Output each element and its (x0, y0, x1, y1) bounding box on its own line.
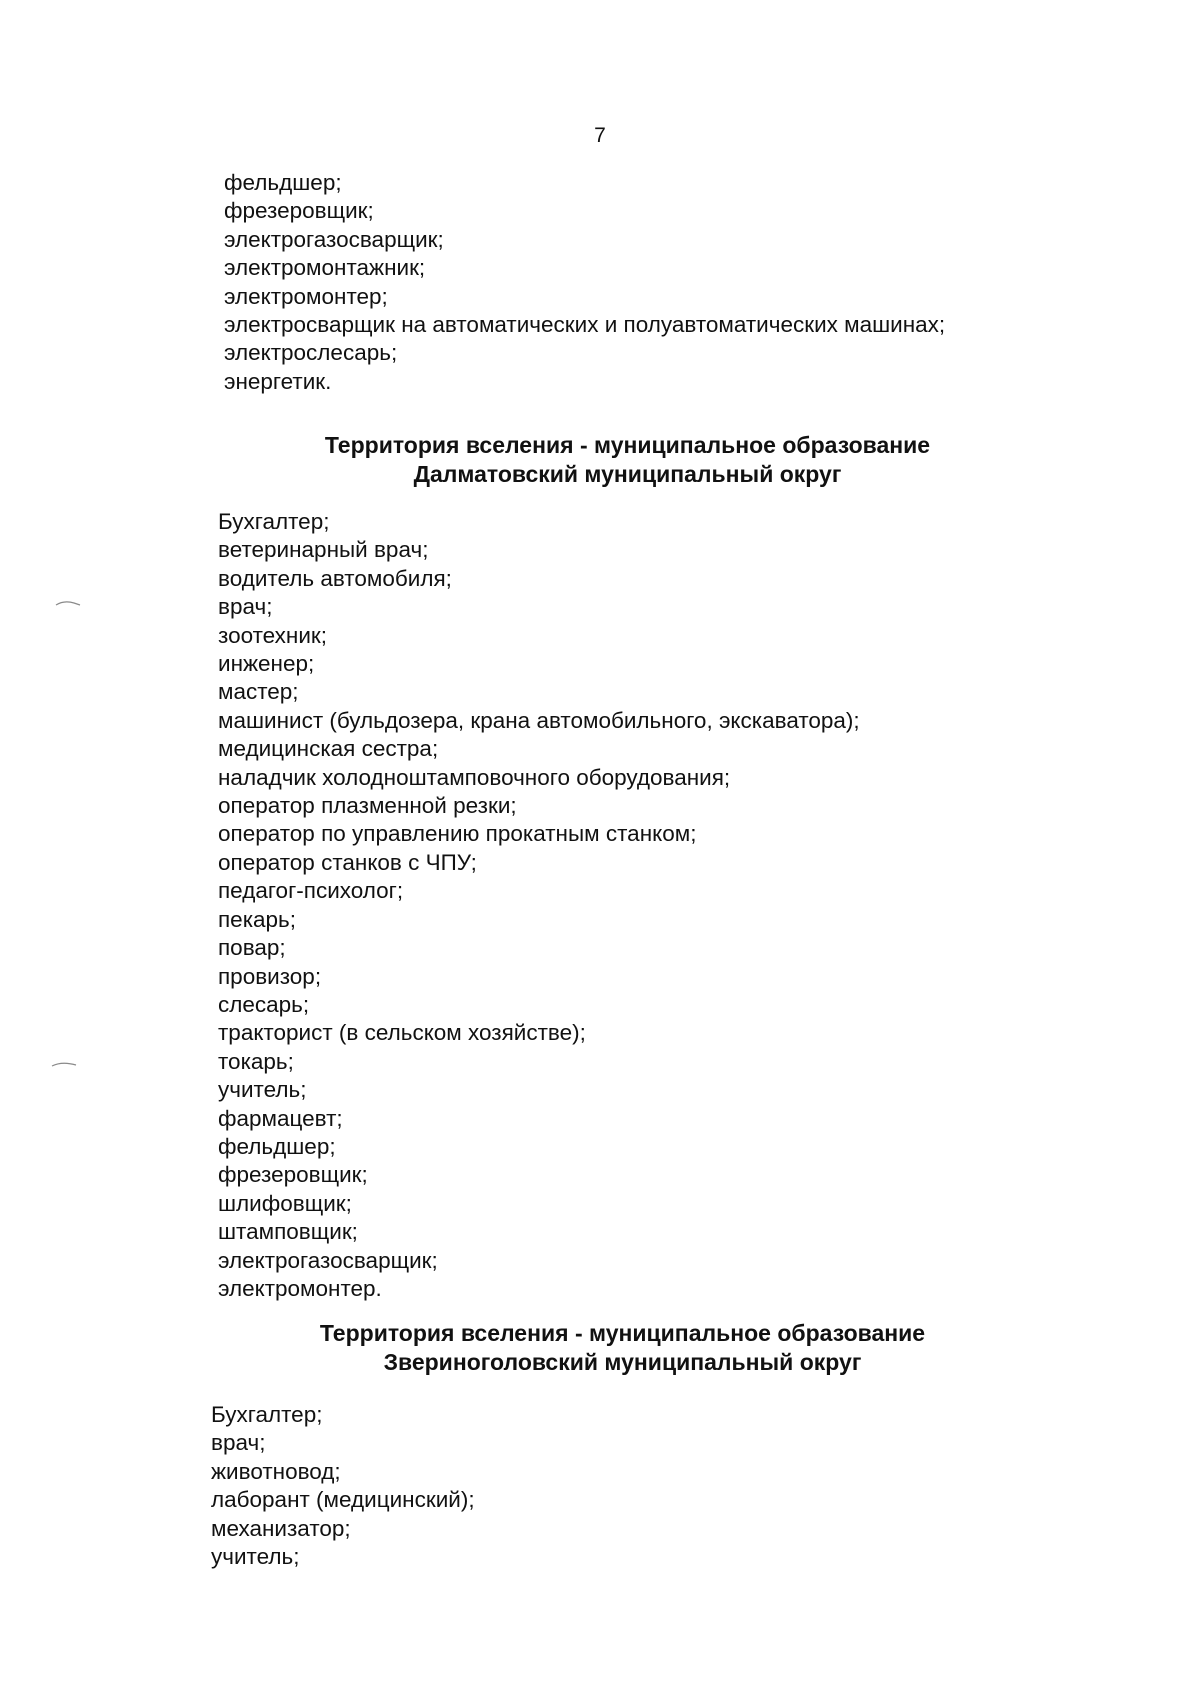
list-item: фрезеровщик; (218, 1162, 368, 1188)
list-item: ветеринарный врач; (218, 537, 429, 563)
list-item: провизор; (218, 963, 322, 989)
list-item: электромонтер. (218, 1275, 382, 1301)
list-item: наладчик холодноштамповочного оборудования; (218, 764, 731, 790)
scan-artifact-mark (50, 1059, 80, 1069)
list-item: врач; (218, 594, 273, 620)
profession-list-zverinogolovsky (211, 1401, 475, 1571)
list-item: энергетик. (224, 368, 332, 394)
list-item: оператор плазменной резки; (218, 793, 517, 819)
list-item: водитель автомобиля; (218, 565, 452, 591)
list-item: электросварщик на автоматических и полуавтоматических машинах; (224, 312, 946, 338)
list-item: Бухгалтер; (211, 1402, 323, 1427)
list-item: электромонтер; (224, 283, 388, 309)
list-item: врач; (211, 1430, 266, 1456)
list-item: повар; (218, 935, 286, 961)
list-item: медицинская сестра; (218, 736, 439, 762)
section-heading-dalmatovsky (0, 431, 1200, 489)
list-item: электромонтажник; (224, 255, 426, 281)
profession-list-dalmatovsky (218, 508, 860, 1303)
list-item: механизатор; (211, 1515, 351, 1541)
list-item: Бухгалтер; (218, 509, 330, 534)
list-item: мастер; (218, 679, 299, 705)
list-item: фрезеровщик; (224, 198, 374, 224)
list-item: оператор станков с ЧПУ; (218, 849, 477, 875)
page-number: 7 (594, 124, 606, 147)
list-item: штамповщик; (218, 1219, 358, 1245)
list-item: электрогазосварщик; (218, 1247, 438, 1273)
scan-artifact-mark (54, 598, 84, 608)
section-heading-line: Территория вселения - муниципальное образование (319, 1320, 926, 1346)
list-item: педагог-психолог; (218, 878, 404, 904)
section-heading-line: Звериноголовский муниципальный округ (383, 1349, 862, 1375)
section-heading-line: Территория вселения - муниципальное образование (324, 432, 931, 458)
list-item: слесарь; (218, 991, 310, 1017)
list-item: зоотехник; (218, 622, 328, 648)
list-item: инженер; (218, 651, 315, 677)
list-item: электрогазосварщик; (224, 226, 444, 252)
list-item: животновод; (211, 1458, 341, 1484)
section-heading-line: Далматовский муниципальный округ (413, 461, 842, 487)
section-heading-zverinogolovsky (0, 1319, 1200, 1377)
list-item: учитель; (218, 1077, 307, 1103)
list-item: тракторист (в сельском хозяйстве); (218, 1020, 586, 1046)
list-item: оператор по управлению прокатным станком; (218, 821, 697, 847)
list-item: фельдшер; (224, 170, 342, 195)
list-item: машинист (бульдозера, крана автомобильного, экскаватора); (218, 707, 860, 733)
profession-list-continued (224, 169, 945, 396)
list-item: электрослесарь; (224, 340, 398, 366)
list-item: лаборант (медицинский); (211, 1487, 475, 1513)
list-item: шлифовщик; (218, 1190, 352, 1216)
list-item: учитель; (211, 1544, 300, 1570)
list-item: пекарь; (218, 906, 297, 932)
list-item: фармацевт; (218, 1105, 343, 1131)
list-item: фельдшер; (218, 1133, 336, 1159)
list-item: токарь; (218, 1048, 294, 1074)
